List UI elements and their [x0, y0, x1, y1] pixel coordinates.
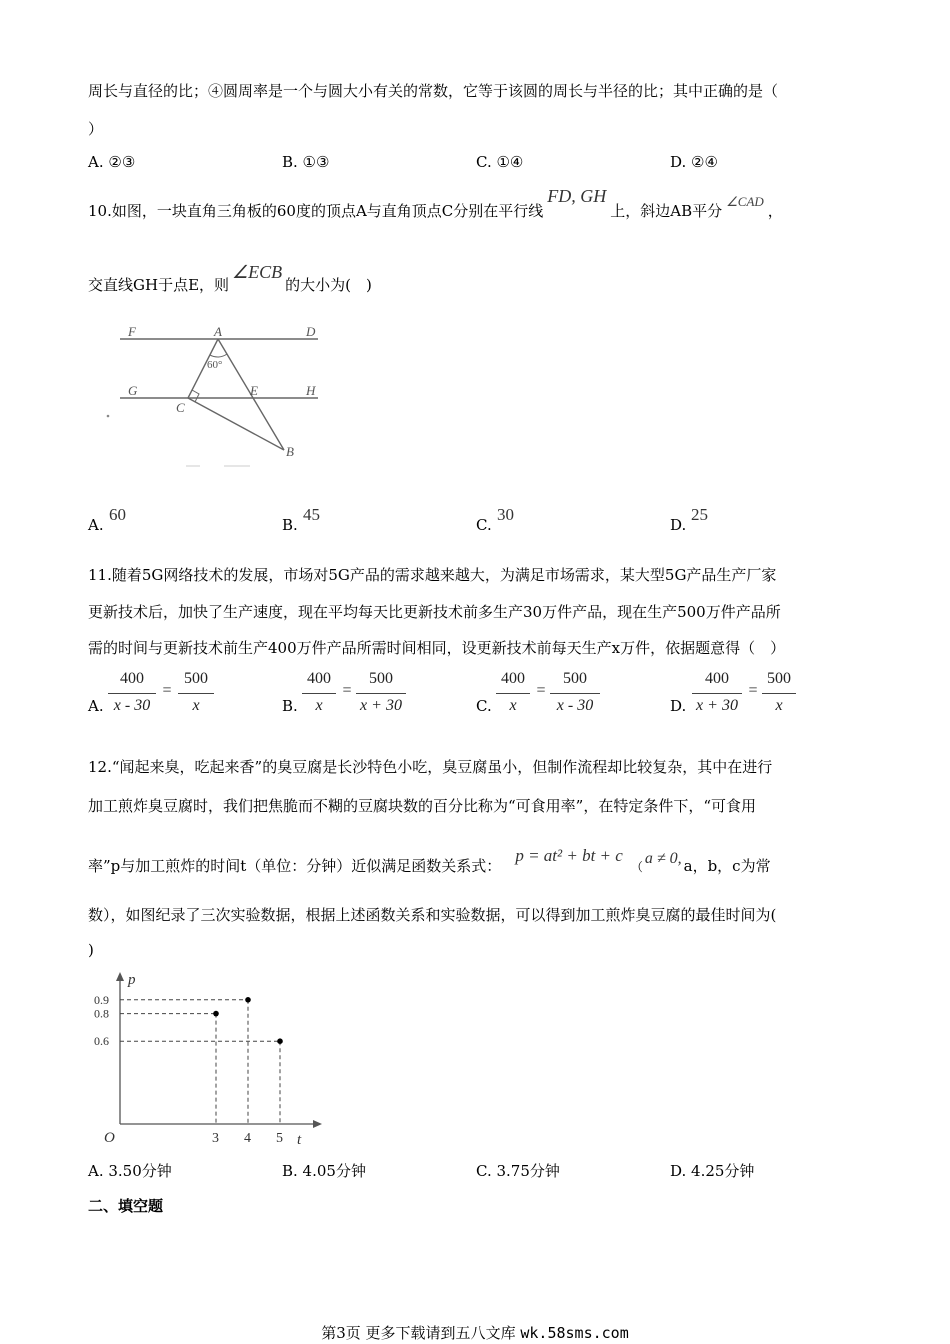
q10-text-5: 的大小为( )	[285, 276, 372, 294]
q11-a-den1: x - 30	[113, 697, 151, 714]
q11-c-num2: 500	[563, 670, 587, 687]
q11-b-num2: 500	[369, 670, 393, 687]
q11-b-bar1	[302, 693, 336, 694]
q12-line-3b: a，b，c为常	[683, 857, 771, 875]
q11-a-bar1	[108, 693, 156, 694]
q12-formula: p = at² + bt + c	[515, 846, 623, 865]
q10-math-angle-ecb: ∠ECB	[232, 262, 283, 282]
q11-a-den2: x	[192, 697, 200, 714]
q12-option-d: D. 4.25分钟	[670, 1162, 755, 1180]
label-f: F	[128, 324, 136, 339]
x-tick-label-2: 5	[276, 1131, 283, 1146]
q12-condition: a ≠ 0,	[644, 850, 682, 867]
q11-c-den1: x	[509, 697, 517, 714]
y-tick-label-0: 0.8	[94, 1006, 109, 1021]
q11-a-bar2	[178, 693, 214, 694]
x-tick-label-0: 3	[212, 1131, 219, 1146]
q9-option-b: B. ①③	[282, 153, 330, 171]
q11-a-num2: 500	[184, 670, 208, 687]
q11-c-num1: 400	[501, 670, 525, 687]
q11-line-2: 更新技术后，加快了生产速度，现在平均每天比更新技术前多生产30万件产品，现在生产500万件产品所	[88, 603, 781, 621]
q10-triangle-figure	[100, 318, 330, 478]
q11-c-equals: =	[536, 682, 546, 699]
q11-d-bar2	[762, 693, 796, 694]
q12-line-5: )	[88, 941, 94, 959]
label-h: H	[306, 383, 316, 398]
q10-option-b-value: 45	[303, 505, 320, 524]
q11-a-num1: 400	[120, 670, 144, 687]
q10-option-c-label: C.	[476, 516, 492, 534]
q11-d-equals: =	[748, 682, 758, 699]
page-footer	[0, 1322, 950, 1343]
label-60-degrees: 60°	[207, 359, 223, 371]
q11-b-equals: =	[342, 682, 352, 699]
label-a: A	[214, 324, 222, 339]
q11-option-a-label: A.	[88, 697, 104, 715]
q12-option-c: C. 3.75分钟	[476, 1162, 560, 1180]
q10-text-4: 交直线GH于点E，则	[88, 276, 230, 294]
q10-math-parallel: FD, GH	[547, 186, 607, 206]
q10-stem-line-1	[88, 186, 783, 221]
q12-option-a: A. 3.50分钟	[88, 1162, 172, 1180]
label-c: C	[176, 400, 185, 415]
angle-arc-a	[210, 354, 227, 357]
q11-b-bar2	[356, 693, 406, 694]
q12-line-4: 数），如图纪录了三次实验数据，根据上述函数关系和实验数据，可以得到加工煎炸臭豆腐的最佳时间为(	[88, 906, 777, 924]
section-heading-fill-in-blank: 二、填空题	[88, 1197, 164, 1215]
x-tick-label-1: 4	[244, 1131, 251, 1146]
q11-c-den2: x - 30	[556, 697, 594, 714]
q10-option-a-label: A.	[88, 516, 104, 534]
q10-option-c-value: 30	[497, 505, 514, 524]
q11-option-d-label: D.	[670, 697, 687, 715]
q12-paren: （	[630, 860, 643, 874]
q9-line-1: 周长与直径的比；④圆周率是一个与圆大小有关的常数，它等于该圆的周长与半径的比；其中正确的是（	[88, 82, 779, 100]
q11-d-num1: 400	[705, 670, 729, 687]
q11-d-num2: 500	[767, 670, 791, 687]
x-axis-arrow	[313, 1120, 322, 1128]
q10-text-3: ，	[767, 202, 783, 220]
q12-line-1: 12.“闻起来臭，吃起来香”的臭豆腐是长沙特色小吃，臭豆腐虽小，但制作流程却比较复杂，其中在进行	[88, 758, 773, 776]
q11-d-den2: x	[775, 697, 783, 714]
data-point-2	[277, 1038, 283, 1044]
y-axis-arrow	[116, 972, 124, 981]
label-b: B	[286, 444, 294, 459]
q11-a-equals: =	[162, 682, 172, 699]
y-tick-label-2: 0.6	[94, 1034, 109, 1049]
q12-line-3a: 率”p与加工煎炸的时间t（单位：分钟）近似满足函数关系式：	[88, 857, 502, 875]
label-e: E	[250, 383, 258, 398]
q12-option-b: B. 4.05分钟	[282, 1162, 366, 1180]
y-axis-label: p	[128, 972, 136, 988]
q11-line-1: 11.随着5G网络技术的发展，市场对5G产品的需求越来越大，为满足市场需求，某大型5G产品生产厂家	[88, 566, 777, 584]
q10-text-1: 10.如图，一块直角三角板的60度的顶点A与直角顶点C分别在平行线	[88, 202, 544, 220]
q11-d-den1: x + 30	[696, 697, 738, 714]
q10-option-b-label: B.	[282, 516, 298, 534]
q11-c-bar2	[550, 693, 600, 694]
q10-option-d-label: D.	[670, 516, 687, 534]
q11-c-bar1	[496, 693, 530, 694]
q11-option-b-label: B.	[282, 697, 298, 715]
q9-line-2: ）	[88, 120, 104, 138]
label-g: G	[128, 383, 138, 398]
q11-b-num1: 400	[307, 670, 331, 687]
q9-option-d: D. ②④	[670, 153, 718, 171]
data-point-1	[245, 997, 251, 1003]
data-point-0	[213, 1011, 219, 1017]
q10-stem-line-2	[88, 262, 372, 295]
stray-dot	[107, 415, 110, 418]
q12-line-2: 加工煎炸臭豆腐时，我们把焦脆而不糊的豆腐块数的百分比称为“可食用率”，在特定条件下，“可食用	[88, 797, 757, 815]
origin-label: O	[104, 1130, 115, 1146]
q9-option-c: C. ①④	[476, 153, 524, 171]
footer-text: 第3页 更多下载请到五八文库	[321, 1324, 516, 1342]
q10-text-2: 上，斜边AB平分	[610, 202, 723, 220]
q10-option-a-value: 60	[109, 505, 126, 524]
q12-line-3	[88, 846, 771, 876]
chart-marks	[94, 993, 283, 1146]
q11-b-den1: x	[315, 697, 323, 714]
q9-option-a: A. ②③	[88, 153, 136, 171]
q11-line-3: 需的时间与更新技术前生产400万件产品所需时间相同，设更新技术前每天生产x万件，依据题意得（ ）	[88, 639, 786, 657]
q11-b-den2: x + 30	[360, 697, 402, 714]
q11-d-bar1	[692, 693, 742, 694]
x-axis-label: t	[297, 1132, 302, 1146]
q10-math-angle-cad: ∠CAD	[726, 194, 764, 209]
y-tick-label-1: 0.9	[94, 992, 109, 1007]
side-cb	[188, 398, 284, 450]
label-d: D	[306, 324, 316, 339]
q12-scatter-chart	[92, 966, 332, 1146]
footer-url: wk.58sms.com	[520, 1324, 629, 1342]
q10-option-d-value: 25	[691, 505, 708, 524]
q11-option-c-label: C.	[476, 697, 492, 715]
